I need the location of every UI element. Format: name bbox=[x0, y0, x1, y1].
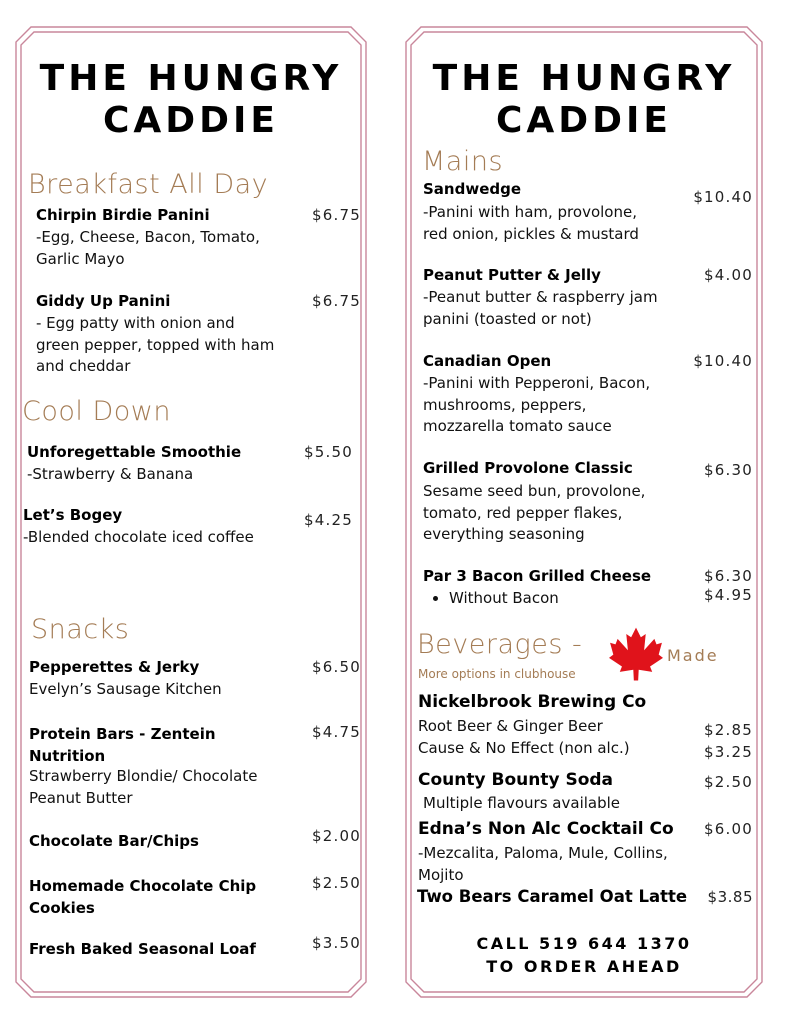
two-bears-name: Two Bears Caramel Oat Latte bbox=[417, 887, 688, 906]
item-sandwedge-desc: -Panini with ham, provolone, red onion, pickles & mustard bbox=[423, 203, 639, 243]
item-peanut-putter-name: Peanut Putter & Jelly bbox=[423, 266, 601, 284]
right-title: THE HUNGRY CADDIE bbox=[432, 58, 736, 141]
left-menu-panel bbox=[15, 26, 367, 998]
county-bounty-price: $2.50 bbox=[704, 773, 753, 791]
item-smoothie-name: Unforegettable Smoothie bbox=[27, 443, 242, 461]
cooldown-heading: Cool Down bbox=[22, 396, 171, 427]
item-chirpin-birdie-desc: -Egg, Cheese, Bacon, Tomato, Garlic Mayo bbox=[36, 228, 260, 268]
county-bounty-desc: Multiple flavours available bbox=[423, 794, 621, 812]
item-pepperettes-name: Pepperettes & Jerky bbox=[29, 658, 200, 676]
item-smoothie-price: $5.50 bbox=[304, 443, 353, 461]
snacks-heading: Snacks bbox=[31, 614, 130, 645]
beverages-note: More options in clubhouse bbox=[418, 667, 576, 681]
item-peanut-putter-desc: -Peanut butter & raspberry jam panini (toasted or not) bbox=[423, 288, 658, 328]
item-protein-bars-name: Protein Bars - Zentein Nutrition bbox=[29, 725, 216, 765]
item-par3-price: $6.30 $4.95 bbox=[704, 567, 753, 604]
item-par3-option: • Without Bacon bbox=[423, 589, 559, 607]
nickelbrook-lines: Root Beer & Ginger Beer Cause & No Effect (non alc.) bbox=[418, 717, 630, 757]
item-chirpin-birdie-name: Chirpin Birdie Panini bbox=[36, 206, 210, 224]
nickelbrook-name: Nickelbrook Brewing Co bbox=[418, 692, 647, 712]
right-menu-panel bbox=[405, 26, 763, 998]
item-canadian-open-price: $10.40 bbox=[693, 352, 753, 370]
item-lets-bogey-name: Let’s Bogey bbox=[23, 506, 123, 524]
ednas-price: $6.00 bbox=[704, 820, 753, 838]
order-ahead-cta: CALL 519 644 1370 TO ORDER AHEAD bbox=[476, 934, 692, 976]
item-grilled-provolone-desc: Sesame seed bun, provolone, tomato, red pepper flakes, everything seasoning bbox=[423, 482, 646, 543]
item-seasonal-loaf-name: Fresh Baked Seasonal Loaf bbox=[29, 940, 256, 958]
nickelbrook-prices: $2.85 $3.25 bbox=[704, 721, 753, 761]
item-peanut-putter-price: $4.00 bbox=[704, 266, 753, 284]
item-smoothie-desc: -Strawberry & Banana bbox=[27, 465, 194, 483]
item-giddy-up-desc: - Egg patty with onion and green pepper, topped with ham and cheddar bbox=[36, 314, 275, 375]
item-pepperettes-price: $6.50 bbox=[312, 658, 361, 676]
made-label: Made bbox=[667, 646, 719, 665]
item-sandwedge-price: $10.40 bbox=[693, 188, 753, 206]
item-chirpin-birdie-price: $6.75 bbox=[312, 206, 361, 224]
two-bears-price: $3.85 bbox=[707, 888, 753, 906]
item-pepperettes-desc: Evelyn’s Sausage Kitchen bbox=[29, 680, 222, 698]
item-lets-bogey-desc: -Blended chocolate iced coffee bbox=[23, 528, 254, 546]
item-seasonal-loaf-price: $3.50 bbox=[312, 934, 361, 952]
item-protein-bars-price: $4.75 bbox=[312, 723, 361, 741]
beverages-heading: Beverages - bbox=[417, 629, 583, 660]
item-cookies-price: $2.50 bbox=[312, 874, 361, 892]
ednas-desc: -Mezcalita, Paloma, Mule, Collins, Mojito bbox=[418, 844, 668, 884]
county-bounty-name: County Bounty Soda bbox=[418, 770, 614, 790]
item-par3-name: Par 3 Bacon Grilled Cheese bbox=[423, 567, 652, 585]
item-grilled-provolone-price: $6.30 bbox=[704, 461, 753, 479]
item-protein-bars-desc: Strawberry Blondie/ Chocolate Peanut Butter bbox=[29, 767, 258, 807]
mains-heading: Mains bbox=[422, 146, 504, 177]
item-giddy-up-price: $6.75 bbox=[312, 292, 361, 310]
item-sandwedge-name: Sandwedge bbox=[423, 180, 522, 198]
item-canadian-open-name: Canadian Open bbox=[423, 352, 552, 370]
maple-leaf-icon bbox=[609, 626, 663, 681]
item-canadian-open-desc: -Panini with Pepperoni, Bacon, mushrooms, peppers, mozzarella tomato sauce bbox=[423, 374, 651, 435]
item-cookies-name: Homemade Chocolate Chip Cookies bbox=[29, 877, 257, 917]
item-grilled-provolone-name: Grilled Provolone Classic bbox=[423, 459, 633, 477]
breakfast-heading: Breakfast All Day bbox=[28, 169, 269, 200]
item-chocolate-bar-name: Chocolate Bar/Chips bbox=[29, 832, 199, 850]
item-lets-bogey-price: $4.25 bbox=[304, 511, 353, 529]
item-chocolate-bar-price: $2.00 bbox=[312, 827, 361, 845]
left-title: THE HUNGRY CADDIE bbox=[39, 58, 343, 141]
ednas-name: Edna’s Non Alc Cocktail Co bbox=[418, 819, 674, 839]
item-giddy-up-name: Giddy Up Panini bbox=[36, 292, 171, 310]
